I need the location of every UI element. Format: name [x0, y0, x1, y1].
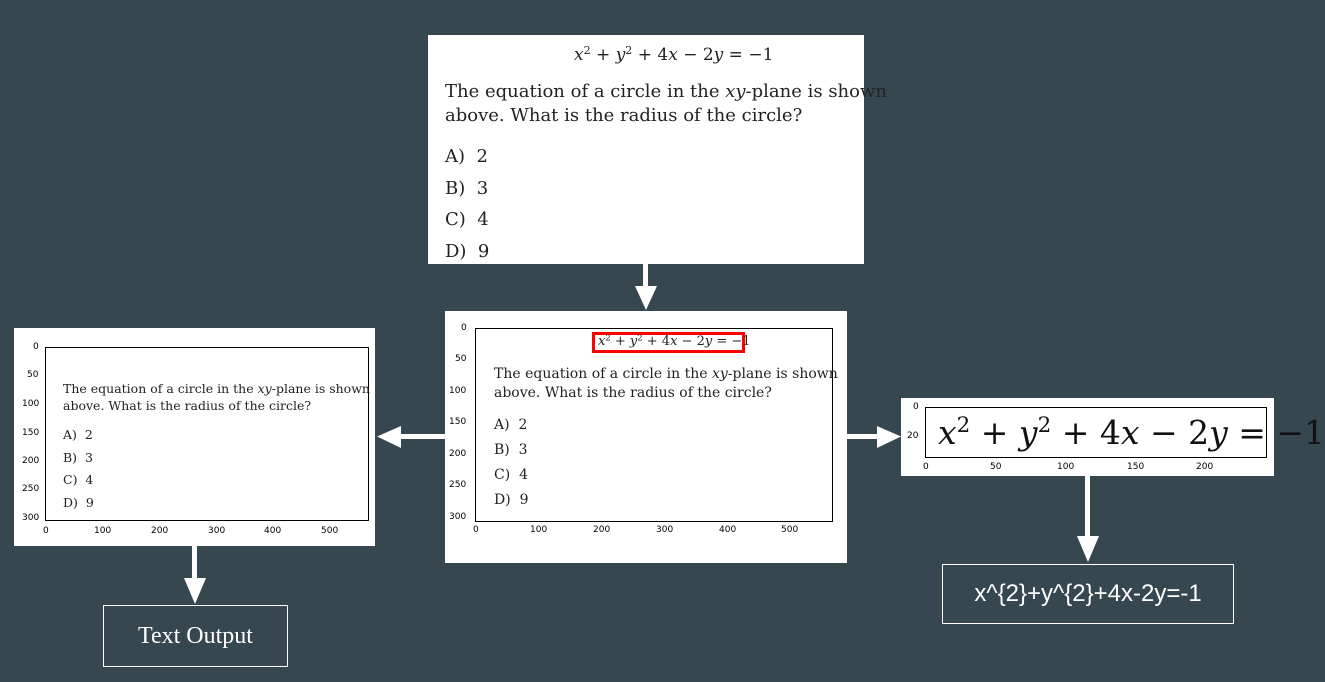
right-y-tick: 0 [913, 402, 919, 412]
arrow-down-to-latex-output [1074, 476, 1102, 564]
left-y-tick: 200 [22, 456, 40, 466]
choice-b: B) 3 [445, 177, 489, 199]
answer-choices [445, 141, 489, 267]
detection-question-text: The equation of a circle in the xy-plane is shown above. What is the radius of the circle? [494, 366, 838, 401]
latex-output-text: x^{2}+y^{2}+4x-2y=-1 [974, 580, 1202, 607]
left-x-tick: 300 [208, 526, 226, 536]
left-y-tick: 150 [22, 428, 40, 438]
right-x-tick: 150 [1127, 462, 1145, 472]
detection-plot-axes [475, 328, 838, 522]
left-x-tick: 500 [321, 526, 339, 536]
latex-output-box [942, 564, 1234, 624]
question-text: The equation of a circle in the xy-plane is shown above. What is the radius of the circle? [445, 81, 887, 126]
center-y-tick: 50 [455, 354, 467, 364]
text-output-box [103, 605, 288, 667]
choice-d: D) 9 [445, 240, 490, 262]
text-region-choices: A) 2 B) 3 C) 4 D) 9 [63, 427, 94, 510]
left-y-tick: 250 [22, 484, 40, 494]
detection-equation: $x^2 + y^2 + 4x - 2y = -1$ [598, 332, 751, 349]
left-y-tick: 0 [33, 342, 39, 352]
left-x-tick: 100 [94, 526, 112, 536]
text-region-question-text: The equation of a circle in the xy-plane is shown above. What is the radius of the circle? [63, 381, 370, 413]
choice-c: C) 4 [445, 209, 489, 230]
right-x-tick: 50 [990, 462, 1002, 472]
left-x-tick: 400 [264, 526, 282, 536]
center-y-tick: 200 [449, 449, 467, 459]
source-question-image [428, 35, 887, 264]
equation-crop-plot-axes [925, 407, 1325, 458]
right-y-tick: 20 [907, 431, 919, 441]
left-y-tick: 50 [27, 370, 39, 380]
equation-crop-text: $x^2 + y^2 + 4x - 2y = -1$ [938, 413, 1325, 452]
center-y-tick: 250 [449, 480, 467, 490]
left-y-tick: 300 [22, 513, 40, 523]
center-y-tick: 0 [461, 323, 467, 333]
center-x-tick: 200 [593, 525, 611, 535]
arrow-left-to-text-region [375, 424, 445, 450]
text-output-label: Text Output [138, 622, 253, 649]
arrow-right-to-equation-crop [847, 424, 903, 450]
arrow-down-to-text-output [181, 546, 209, 606]
text-region-plot-axes [45, 347, 369, 521]
left-x-tick: 0 [43, 526, 49, 536]
left-x-tick: 200 [151, 526, 169, 536]
center-y-tick: 100 [449, 386, 467, 396]
detection-choices: A) 2 B) 3 C) 4 D) 9 [494, 417, 529, 508]
choice-a: A) 2 [445, 146, 488, 167]
center-x-tick: 300 [656, 525, 674, 535]
center-x-tick: 500 [781, 525, 799, 535]
right-x-tick: 200 [1196, 462, 1214, 472]
arrow-down-to-detection [632, 264, 660, 312]
center-y-tick: 150 [449, 417, 467, 427]
center-x-tick: 400 [719, 525, 737, 535]
right-x-tick: 100 [1057, 462, 1075, 472]
question-equation: $x^2 + y^2 + 4x - 2y = -1$ [574, 43, 774, 65]
center-x-tick: 100 [530, 525, 548, 535]
center-x-tick: 0 [473, 525, 479, 535]
center-y-tick: 300 [449, 512, 467, 522]
detection-plot-panel [445, 311, 847, 563]
left-y-tick: 100 [22, 399, 40, 409]
equation-crop-plot-panel [901, 398, 1325, 476]
right-x-tick: 0 [923, 462, 929, 472]
text-region-plot-panel [14, 328, 375, 546]
